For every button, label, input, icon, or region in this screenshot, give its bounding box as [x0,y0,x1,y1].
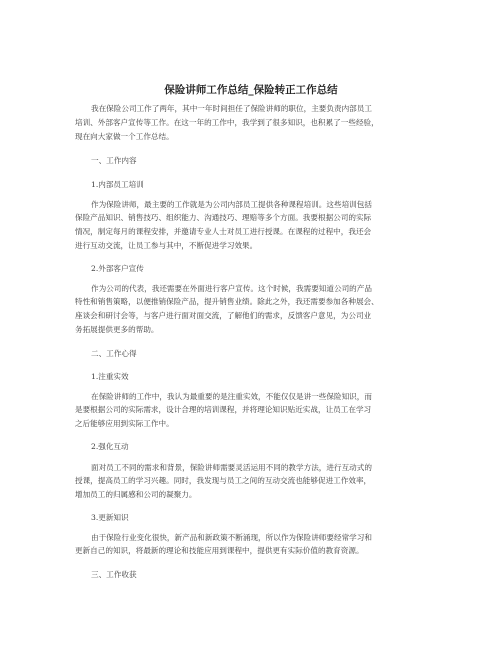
section2-item3-line-2: 更新自己的知识，将最新的理论和技能应用到课程中，提供更有实际价值的教育资源。 [75,546,364,555]
section2-item3-line-1: 由于保险行业变化很快，新产品和新政策不断涌现，所以作为保险讲师要经常学习和 [91,533,372,542]
section1-item1-line-2: 保险产品知识、销售技巧、组织能力、沟通技巧、理赔等多个方面。我要根据公司的实际 [75,213,372,222]
intro-line-2: 培训、外部客户宣传等工作。在这一年的工作中，我学到了很多知识，也积累了一些经验， [75,118,379,127]
section1-item2-line-4: 务拓展提供更多的帮助。 [75,325,159,334]
section2-heading: 二、工作心得 [91,349,137,358]
section1-item2-line-2: 特性和销售策略，以便推销保险产品，提升销售业绩。除此之外，我还需要参加各种展会、 [75,297,379,306]
section2-item1-line-2: 是要根据公司的实际需求，设计合理的培训课程，并将理论知识贴近实战，让员工在学习 [75,405,372,414]
section1-item2-line-3: 座谈会和研讨会等，与客户进行面对面交流，了解他们的需求，反馈客户意见，为公司业 [75,311,372,320]
section2-item1-heading: 1.注重实效 [91,372,129,381]
section2-item1-line-1: 在保险讲师的工作中，我认为最重要的是注重实效，不能仅仅是讲一些保险知识，而 [91,392,372,401]
section1-item2-line-1: 作为公司的代表，我还需要在外面进行客户宣传。这个时候，我需要知道公司的产品 [91,284,372,293]
section1-item1-line-4: 进行互动交流，让员工参与其中，不断促进学习效果。 [75,241,258,250]
section2-item1-line-3: 之后能够应用到实际工作中。 [75,419,174,428]
section1-item1-line-1: 作为保险讲师，最主要的工作就是为公司内部员工提供各种课程培训。这些培训包括 [91,200,372,209]
intro-line-1: 我在保险公司工作了两年，其中一年时间担任了保险讲师的职位，主要负责内部员工 [91,104,372,113]
section2-item2-line-1: 面对员工不同的需求和背景，保险讲师需要灵活运用不同的教学方法，进行互动式的 [91,463,372,472]
section2-item2-line-3: 增加员工的归属感和公司的凝聚力。 [75,490,197,499]
intro-line-3: 现在向大家做一个工作总结。 [75,132,174,141]
section2-item2-heading: 2.强化互动 [91,442,129,451]
document-title: 保险讲师工作总结_保险转正工作总结 [164,84,338,96]
section3-heading: 三、工作收获 [91,570,137,579]
section2-item2-line-2: 授课，提高员工的学习兴趣。同时，我发现与员工之间的互动交流也能够促进工作效率， [75,476,372,485]
section1-item1-line-3: 情况，制定每月的课程安排，并邀请专业人士对员工进行授课。在课程的过程中，我还会 [75,227,372,236]
section2-item3-heading: 3.更新知识 [91,513,129,522]
section1-item2-heading: 2.外部客户宣传 [91,264,144,273]
section1-heading: 一、工作内容 [91,156,137,165]
section1-item1-heading: 1.内部员工培训 [91,180,144,189]
